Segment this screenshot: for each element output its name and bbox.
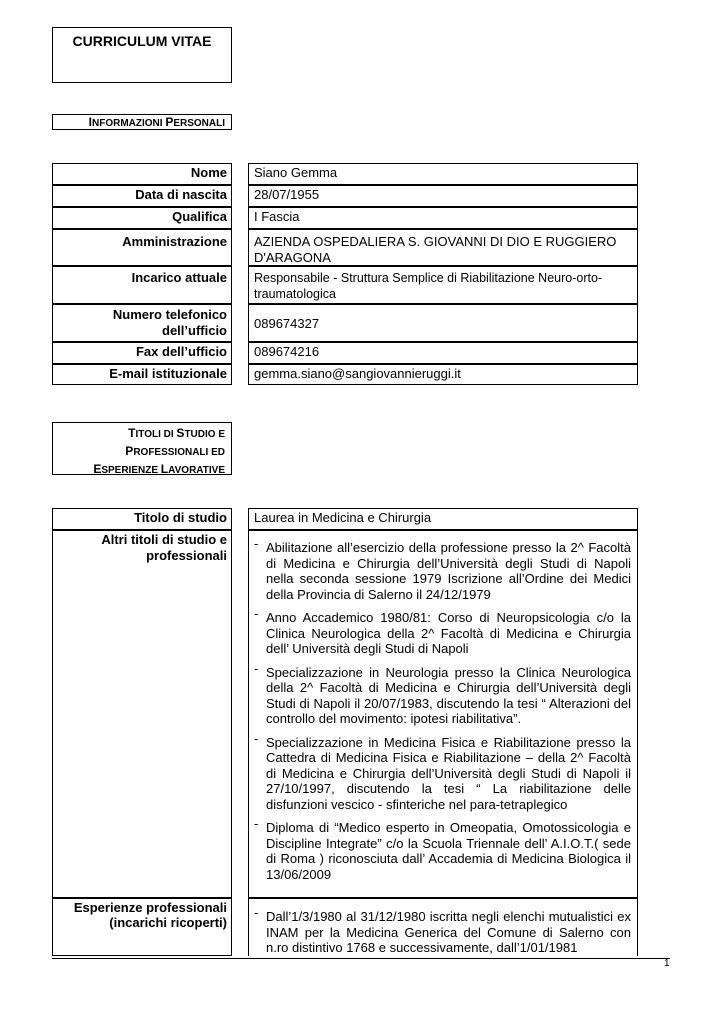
label-data-nascita: Data di nascita (52, 185, 232, 207)
label-nome: Nome (52, 163, 232, 185)
label-telefono: Numero telefonico dell’ufficio (52, 304, 232, 342)
label-titolo-studio: Titolo di studio (52, 508, 232, 530)
value-altri-titoli (248, 530, 638, 898)
list-item: - Dall’1/3/1980 al 31/12/1980 iscritta negli elenchi mutualistici ex INAM per la Medicina Generica del Comune di Salerno con n.ro distintivo 1768 e successivamente, dall’1/01/1981 (254, 905, 631, 955)
row-incarico (52, 266, 638, 304)
value-data-nascita: 28/07/1955 (248, 185, 638, 207)
list-item: - Specializzazione in Medicina Fisica e Riabilitazione presso la Cattedra di Medicina Fisica e Riabilitazione – della 2^ Facoltà di Medicina e Chirurgia dell’Università degli Studi di Napoli il 27/10/1997, discutendo la tesi “ La riabilitazione delle disfunzioni vescico - sfinteriche nel para-tetraplegico (254, 730, 631, 812)
label-altri-titoli: Altri titoli di studio e professionali (52, 530, 232, 898)
label-amministrazione: Amministrazione (52, 229, 232, 266)
section-header-line-1: TITOLI DI STUDIO E (128, 426, 225, 440)
label-esperienze: Esperienze professionali (incarichi ricoperti) (52, 898, 232, 956)
studies-section-header (52, 422, 232, 475)
list-item: - Diploma di “Medico esperto in Omeopatia, Omotossicologia e Discipline Integrate” c/o la Scuola Triennale dell’ A.I.O.T.( sede di Roma ) riconosciuta dall’ Accademia di Medicina Biologica il 13/06/2009 (254, 816, 631, 882)
section-header-line-2: PROFESSIONALI ED (125, 444, 225, 458)
value-telefono: 089674327 (248, 304, 638, 342)
value-esperienze (248, 898, 638, 956)
label-incarico: Incarico attuale (52, 266, 232, 304)
row-amministrazione (52, 229, 638, 266)
footer-divider (52, 958, 670, 959)
cv-title-box (52, 27, 232, 83)
row-data-nascita (52, 185, 638, 207)
cv-title: CURRICULUM VITAE (72, 33, 212, 49)
value-incarico: Responsabile - Struttura Semplice di Riabilitazione Neuro-orto-traumatologica (248, 266, 638, 304)
section-header-line-3: ESPERIENZE LAVORATIVE (93, 462, 225, 476)
label-fax: Fax dell’ufficio (52, 342, 232, 364)
value-fax: 089674216 (248, 342, 638, 364)
value-email: gemma.siano@sangiovannieruggi.it (248, 364, 638, 385)
row-fax (52, 342, 638, 364)
section-header-text: INFORMAZIONI PERSONALI (88, 115, 225, 129)
row-nome (52, 163, 638, 185)
label-email: E-mail istituzionale (52, 364, 232, 385)
row-qualifica (52, 207, 638, 229)
label-qualifica: Qualifica (52, 207, 232, 229)
value-qualifica: I Fascia (248, 207, 638, 229)
value-nome: Siano Gemma (248, 163, 638, 185)
value-amministrazione: AZIENDA OSPEDALIERA S. GIOVANNI DI DIO E RUGGIERO D'ARAGONA (248, 229, 638, 266)
list-item: - Anno Accademico 1980/81: Corso di Neuropsicologia c/o la Clinica Neurologica della 2^ Facoltà di Medicina e Chirurgia dell’ Università degli Studi di Napoli (254, 606, 631, 656)
personal-section-header (52, 114, 232, 130)
list-item: - Abilitazione all’esercizio della professione presso la 2^ Facoltà di Medicina e Chirurgia dell’Università degli Studi di Napoli nella seconda sessione 1979 Iscrizione all’Ordine dei Medici della Provincia di Salerno il 24/12/1979 (254, 536, 631, 602)
value-titolo-studio: Laurea in Medicina e Chirurgia (248, 508, 638, 530)
row-telefono (52, 304, 638, 342)
row-titolo-studio (52, 508, 638, 530)
page-number: 1 (664, 958, 670, 969)
list-item: - Specializzazione in Neurologia presso la Clinica Neurologica della 2^ Facoltà di Medicina e Chirurgia dell’Università degli Studi di Napoli il 20/07/1983, discutendo la tesi “ Alterazioni del controllo del movimento: ipotesi riabilitativa”. (254, 660, 631, 726)
row-esperienze (52, 898, 638, 956)
row-altri-titoli (52, 530, 638, 898)
row-email (52, 364, 638, 385)
